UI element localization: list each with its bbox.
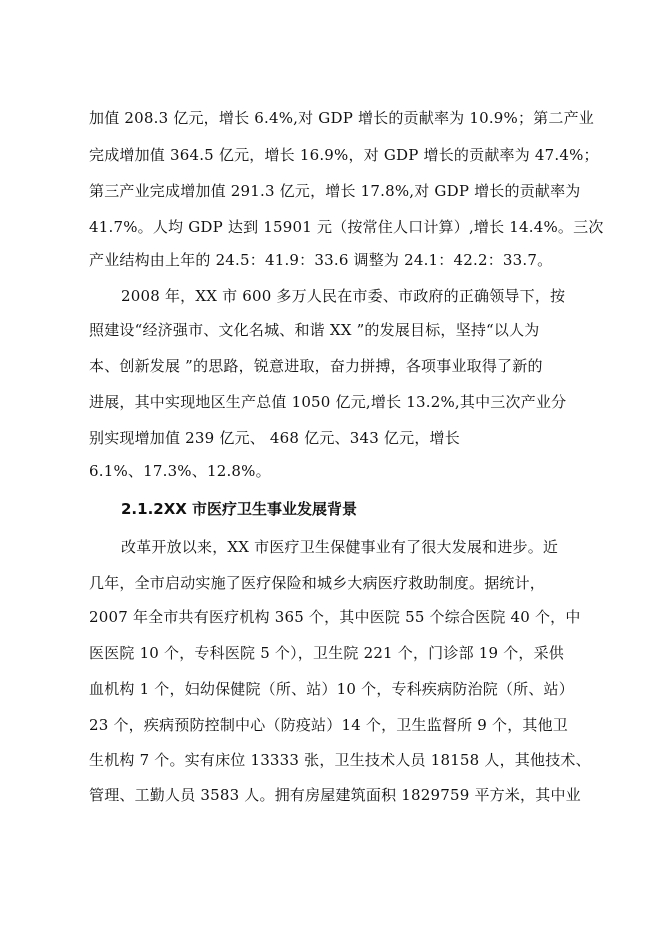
text-line: 改革开放以来，XX 市医疗卫生保健事业有了很大发展和进步。近 bbox=[121, 538, 559, 556]
text-line: 2007 年全市共有医疗机构 365 个，其中医院 55 个综合医院 40 个，中 bbox=[89, 608, 581, 626]
text-line: 血机构 1 个，妇幼保健院（所、站）10 个，专科疾病防治院（所、站） bbox=[89, 680, 574, 698]
text-line: 本、创新发展 ”的思路，锐意进取，奋力拼搏，各项事业取得了新的 bbox=[89, 357, 543, 375]
text-line: 6.1%、17.3%、12.8%。 bbox=[89, 462, 271, 480]
text-line: 照建设“经济强市、文化名城、和谐 XX ”的发展目标，坚持“以人为 bbox=[89, 321, 540, 339]
text-line: 产业结构由上年的 24.5：41.9：33.6 调整为 24.1：42.2：33.7。 bbox=[89, 251, 553, 269]
text-line: 别实现增加值 239 亿元、 468 亿元、343 亿元，增长 bbox=[89, 429, 460, 447]
text-line: 几年，全市启动实施了医疗保险和城乡大病医疗救助制度。据统计， bbox=[89, 574, 546, 592]
text-line: 医医院 10 个，专科医院 5 个），卫生院 221 个，门诊部 19 个，采供 bbox=[89, 644, 564, 662]
text-line: 生机构 7 个。实有床位 13333 张，卫生技术人员 18158 人，其他技术、 bbox=[89, 751, 591, 769]
text-line: 2008 年，XX 市 600 多万人民在市委、市政府的正确领导下，按 bbox=[121, 287, 566, 305]
text-line: 进展，其中实现地区生产总值 1050 亿元,增长 13.2%,其中三次产业分 bbox=[89, 393, 567, 411]
text-line: 管理、工勤人员 3583 人。拥有房屋建筑面积 1829759 平方米，其中业 bbox=[89, 786, 581, 804]
section-heading: 2.1.2XX 市医疗卫生事业发展背景 bbox=[121, 500, 358, 518]
text-line: 23 个，疾病预防控制中心（防疫站）14 个，卫生监督所 9 个，其他卫 bbox=[89, 716, 568, 734]
text-line: 41.7%。人均 GDP 达到 15901 元（按常住人口计算）,增长 14.4%。三次 bbox=[89, 218, 604, 236]
text-line: 加值 208.3 亿元，增长 6.4%,对 GDP 增长的贡献率为 10.9%；第二产业 bbox=[89, 109, 594, 127]
text-line: 完成增加值 364.5 亿元，增长 16.9%，对 GDP 增长的贡献率为 47.4%； bbox=[89, 146, 599, 164]
text-line: 第三产业完成增加值 291.3 亿元，增长 17.8%,对 GDP 增长的贡献率为 bbox=[89, 182, 581, 200]
